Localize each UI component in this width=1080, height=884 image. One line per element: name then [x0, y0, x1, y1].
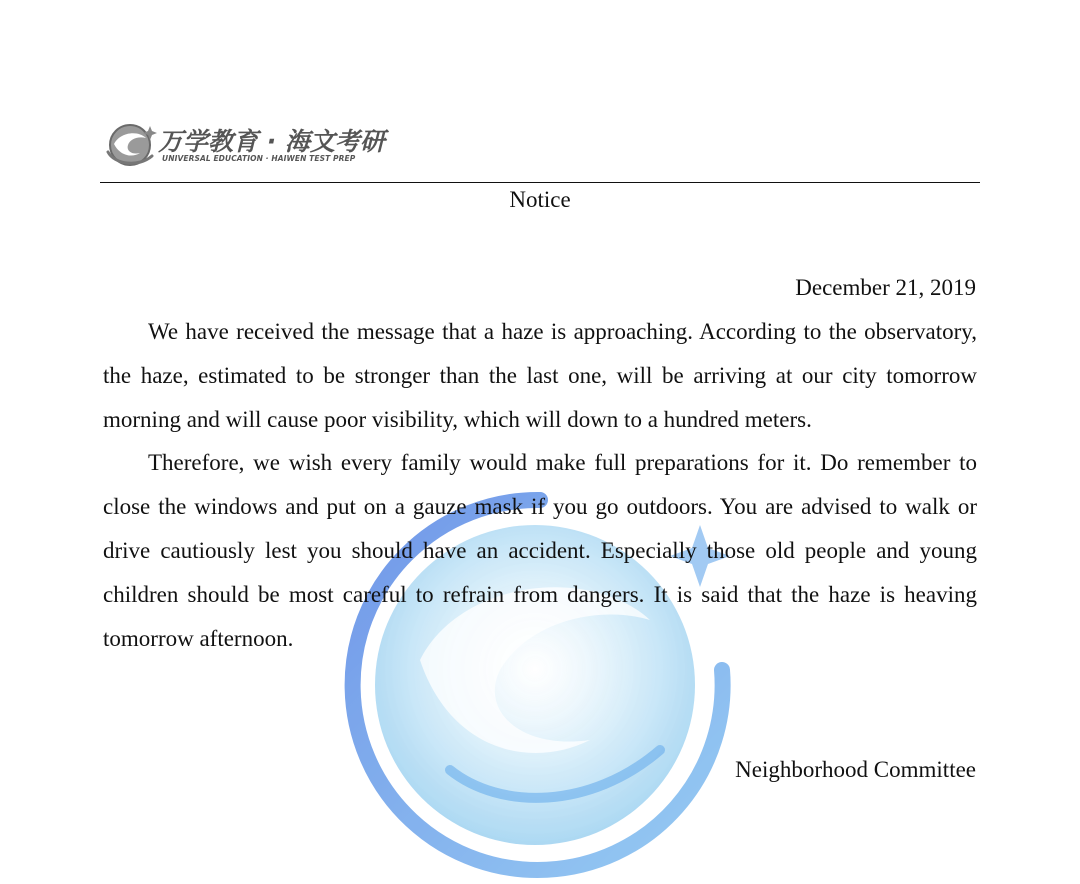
notice-date: December 21, 2019 — [795, 275, 976, 300]
notice-title: Notice — [509, 187, 571, 212]
logo-english-text: UNIVERSAL EDUCATION · HAIWEN TEST PREP — [162, 154, 356, 163]
notice-signature: Neighborhood Committee — [735, 757, 976, 782]
notice-body — [103, 310, 977, 660]
notice-paragraph: We have received the message that a haze is approaching. According to the observatory, the haze, estimated to be stronger than the last one, will be arriving at our city tomorrow morning and will cause poor visibility, which will down to a hundred meters. — [103, 319, 977, 432]
header-divider — [100, 182, 980, 183]
logo-chinese-text: 万学教育 · 海文考研 — [158, 127, 385, 156]
brand-logo — [104, 118, 404, 170]
notice-paragraph: Therefore, we wish every family would make full preparations for it. Do remember to close the windows and put on a gauze mask if you go outdoors. You are advised to walk or drive cautiously lest you should have an accident. Especially those old people and young children should be most careful to refrain from dangers. It is said that the haze is heaving tomorrow afternoon. — [103, 450, 977, 651]
globe-logo-icon — [104, 120, 160, 168]
